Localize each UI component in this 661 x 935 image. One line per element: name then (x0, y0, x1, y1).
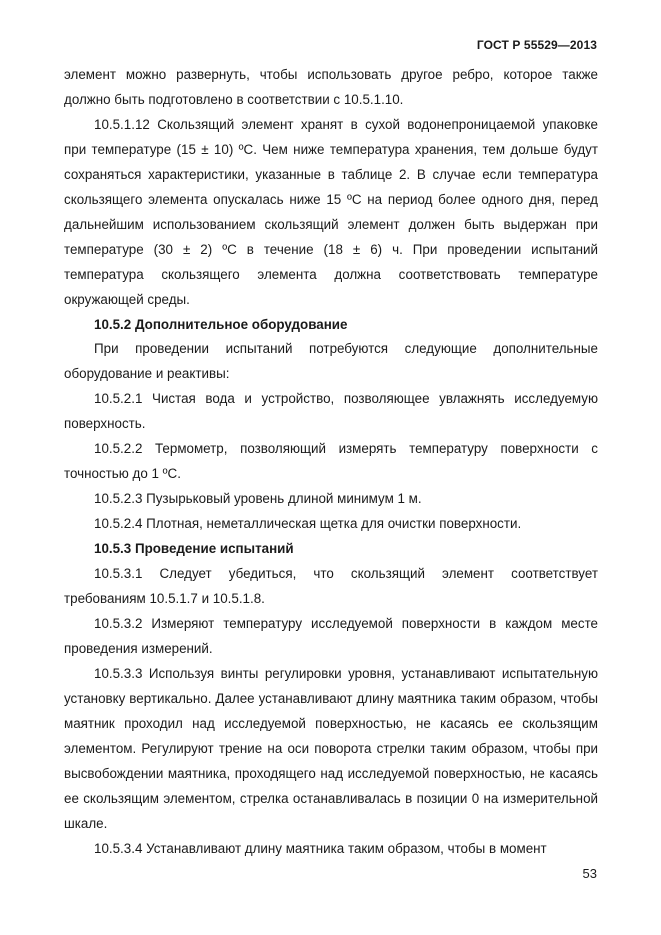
paragraph-10-5-2-1: 10.5.2.1 Чистая вода и устройство, позволяющее увлажнять исследуемую поверхность. (64, 391, 598, 432)
document-header: ГОСТ Р 55529—2013 (476, 38, 597, 52)
page-number: 53 (582, 866, 597, 881)
section-heading-10-5-2: 10.5.2 Дополнительное оборудование (94, 316, 348, 332)
paragraph-10-5-1-12: 10.5.1.12 Скользящий элемент хранят в сухой водонепроницаемой упаковке при температуре (15 ± 10) ºС. Чем ниже температура хранения, тем дольше будут сохраняться характеристики, указанные в таблице 2. В случае если температура скользящего элемента опускалась ниже 15 ºС на период более одного дня, перед дальнейшим использованием скользящий элемент должен быть выдержан при температуре (30 ± 2) ºС в течение (18 ± 6) ч. При проведении испытаний температура скользящего элемента должна соответствовать температуре окружающей среды. (64, 116, 598, 307)
paragraph-10-5-2-4: 10.5.2.4 Плотная, неметаллическая щетка для очистки поверхности. (94, 516, 522, 532)
document-body (64, 63, 598, 862)
paragraph-equipment-intro: При проведении испытаний потребуются следующие дополнительные оборудование и реактивы: (64, 341, 598, 382)
paragraph-10-5-3-4: 10.5.3.4 Устанавливают длину маятника таким образом, чтобы в момент (94, 840, 547, 856)
paragraph-10-5-3-3: 10.5.3.3 Используя винты регулировки уровня, устанавливают испытательную установку вертикально. Далее устанавливают длину маятника таким образом, чтобы маятник проходил над исследуемой поверхностью, не касаясь ее скользящим элементом. Регулируют трение на оси поворота стрелки таким образом, чтобы при высвобождении маятника, проходящего над исследуемой поверхностью, не касаясь ее скользящим элементом, стрелка останавливалась в позиции 0 на измерительной шкале. (64, 665, 598, 831)
paragraph-10-5-2-3: 10.5.2.3 Пузырьковый уровень длиной минимум 1 м. (94, 491, 422, 507)
paragraph-10-5-3-1: 10.5.3.1 Следует убедиться, что скользящий элемент соответствует требованиям 10.5.1.7 и 10.5.1.8. (64, 566, 598, 607)
paragraph-continuation: элемент можно развернуть, чтобы использовать другое ребро, которое также должно быть подготовлено в соответствии с 10.5.1.10. (64, 67, 598, 107)
section-heading-10-5-3: 10.5.3 Проведение испытаний (94, 541, 294, 557)
paragraph-10-5-3-2: 10.5.3.2 Измеряют температуру исследуемой поверхности в каждом месте проведения измерений. (64, 615, 598, 656)
paragraph-10-5-2-2: 10.5.2.2 Термометр, позволяющий измерять температуру поверхности с точностью до 1 ºС. (64, 441, 598, 482)
